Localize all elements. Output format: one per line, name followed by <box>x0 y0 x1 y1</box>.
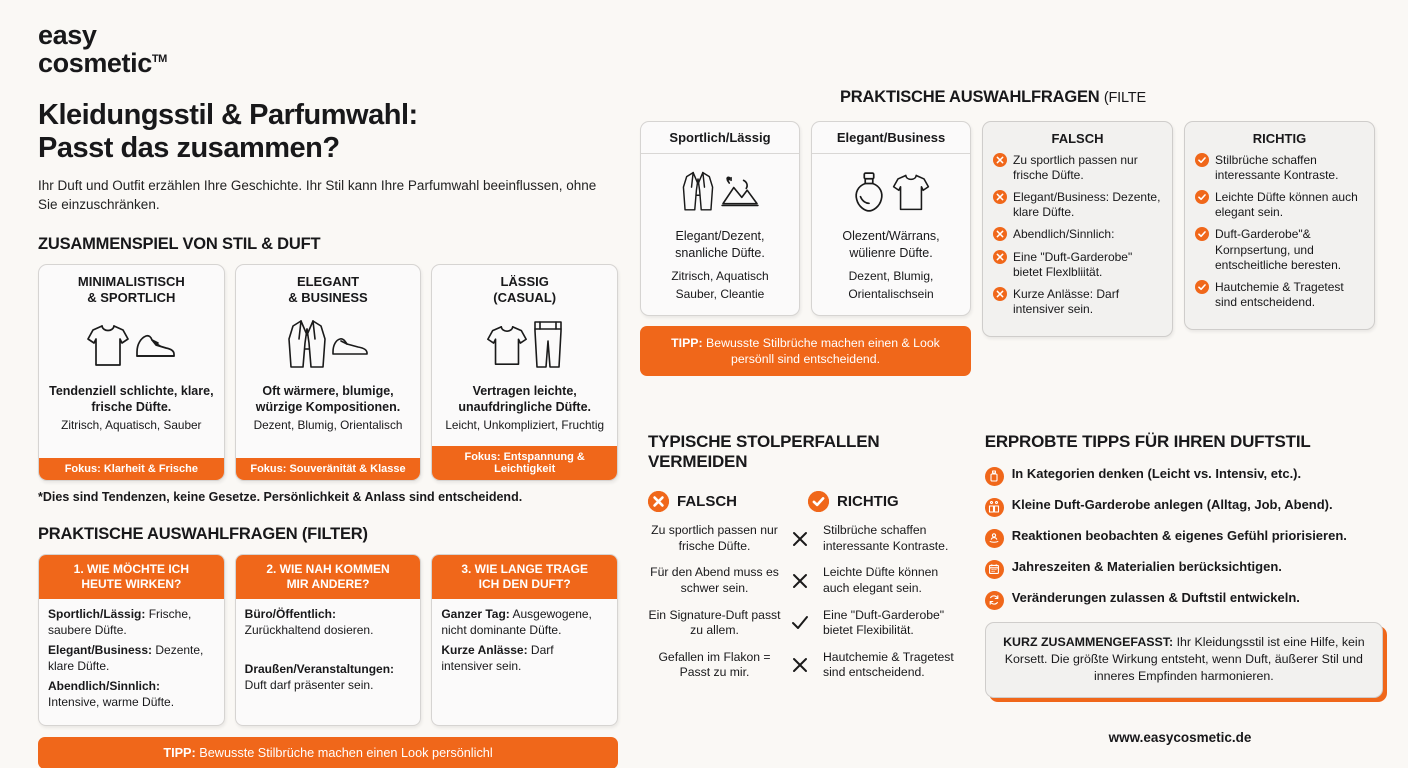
filter-item: Draußen/Veranstaltungen: Duft darf präsenter sein. <box>244 662 395 692</box>
richtig-list-head: RICHTIG <box>1252 131 1307 146</box>
summary-text: Ihr Kleidungsstil ist eine Hilfe, kein Korsett. Die größte Wirkung entsteht, wenn Duft, äußerer Stil und inneres Empfinden harmonieren. <box>1004 634 1365 684</box>
list-item: Elegant/Business: Dezente, klare Düfte. <box>993 190 1162 220</box>
filter-card-head: 3. WIE LANGE TRAGE ICH DEN DUFT? <box>432 555 617 599</box>
tip-list-item: Reaktionen beobachten & eigenes Gefühl priorisieren. <box>985 528 1383 548</box>
mini-card-head: Elegant/Business <box>812 122 970 154</box>
style-card <box>235 264 422 481</box>
falsch-list-card <box>982 121 1173 337</box>
cross-circle-icon <box>648 491 669 512</box>
style-card-icons <box>243 312 414 378</box>
filters-section-title: PRAKTISCHE AUSWAHLFRAGEN (FILTER) <box>38 524 368 543</box>
style-card-sub: Leicht, Unkompliziert, Fruchtig <box>445 418 605 433</box>
list-item: Leichte Düfte können auch elegant sein. <box>1195 190 1364 220</box>
styles-footnote: *Dies sind Tendenzen, keine Gesetze. Persönlichkeit & Anlass sind entscheidend. <box>38 489 523 504</box>
stolperfallen-block <box>648 432 957 698</box>
mini-card-strong: Elegant/Dezent, snanliche Düfte. <box>675 229 765 260</box>
filter-item: Elegant/Business: Dezente, klare Düfte. <box>48 643 204 673</box>
tipps-title: ERPROBTE TIPPS FÜR IHREN DUFTSTIL <box>984 432 1311 451</box>
summary-box <box>985 622 1383 698</box>
comparison-richtig: Eine "Duft-Garderobe" bietet Flexibilität. <box>823 607 945 638</box>
cross-circle-icon <box>993 227 1007 242</box>
style-card-title: ELEGANT & BUSINESS <box>288 274 368 306</box>
cross-circle-icon <box>993 287 1007 317</box>
comparison-row <box>648 565 957 596</box>
list-item: Eine "Duft-Garderobe" bietet Flexlbliität. <box>993 250 1162 280</box>
stolperfallen-title: TYPISCHE STOLPERFALLEN VERMEIDEN <box>648 432 880 471</box>
style-card <box>431 264 618 481</box>
jeans-icon <box>531 319 565 371</box>
refresh-icon <box>985 591 1004 610</box>
check-icon <box>781 613 819 633</box>
list-item: Duft-Garderobe"& Kornpsertung, und entscheitliche beresten. <box>1195 227 1364 272</box>
summary-label: KURZ ZUSAMMENGEFASST: <box>1003 634 1174 649</box>
filter-item: Abendlich/Sinnlich: Intensive, warme Düfte. <box>48 679 175 709</box>
perfume-bottle-icon <box>852 170 886 214</box>
blazer-icon <box>286 317 328 373</box>
hand-person-icon <box>985 529 1004 548</box>
falsch-list-head: FALSCH <box>1051 131 1104 146</box>
trademark-symbol: TM <box>151 52 167 65</box>
stolperfallen-header-row <box>648 491 957 512</box>
mini-cards-group <box>640 121 971 376</box>
filter-card <box>431 554 618 726</box>
style-card <box>38 264 225 481</box>
brand-line-1: easy <box>38 20 97 50</box>
page-lede: Ihr Duft und Outfit erzählen Ihre Geschichte. Ihr Stil kann Ihre Parfumwahl beeinflussen, ohne Sie einzuschränken. <box>38 177 597 212</box>
page-title <box>38 99 618 166</box>
filter-cards-row <box>38 554 618 726</box>
tip-list-item: In Kategorien denken (Leicht vs. Intensiv, etc.). <box>985 466 1383 486</box>
filter-card-head: 2. WIE NAH KOMMEN MIR ANDERE? <box>236 555 421 599</box>
filter-card-head: 1. WIE MÖCHTE ICH HEUTE WIRKEN? <box>39 555 224 599</box>
list-item: Zu sportlich passen nur frische Düfte. <box>993 153 1162 183</box>
check-circle-icon <box>1195 153 1209 183</box>
brand-logo <box>38 22 618 77</box>
style-card-icons <box>439 312 610 378</box>
richtig-header <box>808 491 899 512</box>
comparison-row <box>648 608 957 639</box>
filter-item: Sportlich/Lässig: Frische, saubere Düfte. <box>48 606 192 637</box>
richtig-list-card <box>1184 121 1375 330</box>
style-card-sub: Dezent, Blumig, Orientalisch <box>253 418 403 433</box>
list-item: Hautchemie & Tragetest sind entscheidend. <box>1195 280 1364 310</box>
calendar-icon <box>985 560 1004 579</box>
check-circle-icon <box>1195 280 1209 310</box>
mini-card-strong: Olezent/Wärrans, wülienre Düfte. <box>842 229 940 260</box>
mini-card-icons <box>818 162 964 222</box>
page-title-line-1: Kleidungsstil & Parfumwahl: <box>38 99 418 132</box>
style-card-focus: Fokus: Souveränität & Klasse <box>236 458 421 480</box>
cross-circle-icon <box>993 190 1007 220</box>
filter-item: Kurze Anlässe: Darf intensiver sein. <box>441 643 554 673</box>
mountain-icon <box>720 175 760 209</box>
blazer-icon <box>681 169 715 215</box>
filter-item-spacer <box>245 643 412 657</box>
tip-label: TIPP: <box>671 336 703 350</box>
filter-card <box>235 554 422 726</box>
style-card-strong: Tendenziell schlichte, klare, frische Düfte. <box>49 383 214 414</box>
style-card-title: LÄSSIG (CASUAL) <box>493 274 557 306</box>
mini-card-icons <box>647 162 793 222</box>
style-card-title: MINIMALISTISCH & SPORTLICH <box>77 274 185 306</box>
style-card-sub: Zitrisch, Aquatisch, Sauber <box>61 418 202 433</box>
lower-right-area <box>648 432 1383 698</box>
footer-url[interactable]: www.easycosmetic.de <box>1108 730 1252 745</box>
mini-card <box>811 121 971 316</box>
cross-circle-icon <box>993 153 1007 183</box>
style-cards-row <box>38 264 618 481</box>
page-title-line-2: Passt das zusammen? <box>38 132 340 165</box>
comparison-richtig: Hautchemie & Tragetest sind entscheidend. <box>823 649 954 680</box>
tip-text: Bewusste Stilbrüche machen einen Look persönlichl <box>195 745 493 760</box>
comparison-falsch: Zu sportlich passen nur frische Düfte. <box>651 523 778 553</box>
filter-item: Büro/Öffentlich: Zurückhaltend dosieren. <box>244 606 374 637</box>
style-card-strong: Vertragen leichte, unaufdringliche Düfte. <box>458 383 591 414</box>
comparison-row <box>648 523 957 554</box>
comparison-richtig: Stilbrüche schaffen interessante Kontraste. <box>823 523 949 553</box>
styles-section-title: ZUSAMMENSPIEL VON STIL & DUFT <box>38 235 321 254</box>
style-card-focus: Fokus: Klarheit & Frische <box>39 458 224 480</box>
filter-card-body <box>39 599 224 725</box>
mini-card-head: Sportlich/Lässig <box>641 122 799 154</box>
list-item: Abendlich/Sinnlich: <box>993 227 1162 242</box>
x-icon <box>781 571 819 591</box>
sneaker-icon <box>133 330 177 360</box>
tip-label: TIPP: <box>163 745 196 760</box>
right-cards-row <box>640 121 1375 376</box>
falsch-header <box>648 491 808 512</box>
check-circle-icon <box>1195 227 1209 272</box>
check-circle-icon <box>1195 190 1209 220</box>
left-column <box>38 22 618 768</box>
tshirt-icon <box>85 321 131 369</box>
tip-text: Bewusste Stilbrüche machen einen & Look persönll sind entscheidend. <box>702 336 940 367</box>
comparison-richtig: Leichte Düfte können auch elegant sein. <box>823 565 939 595</box>
comparison-falsch: Für den Abend muss es schwer sein. <box>650 565 779 595</box>
tshirt-icon <box>485 322 529 368</box>
filters-tip-banner <box>38 737 618 768</box>
tip-list-item: Jahreszeiten & Materialien berücksichtigen. <box>985 559 1383 579</box>
tshirt-icon <box>891 171 931 213</box>
style-card-focus: Fokus: Entspannung & Leichtigkeit <box>432 446 617 480</box>
check-circle-icon <box>808 491 829 512</box>
mini-card-sub: Dezent, Blumig, Orientalischsein <box>848 269 934 301</box>
tip-list-item: Kleine Duft-Garderobe anlegen (Alltag, Job, Abend). <box>985 497 1383 517</box>
comparison-row <box>648 650 957 681</box>
dress-shoe-icon <box>330 332 370 358</box>
perfume-bottle-icon <box>985 467 1004 486</box>
tipps-block <box>985 432 1383 698</box>
list-item: Stilbrüche schaffen interessante Kontraste. <box>1195 153 1364 183</box>
filter-card-body <box>236 599 421 725</box>
tip-list-item: Veränderungen zulassen & Duftstil entwickeln. <box>985 590 1383 610</box>
filter-card-body <box>432 599 617 725</box>
style-card-strong: Oft wärmere, blumige, würzige Kompositionen. <box>255 383 401 414</box>
mini-card <box>640 121 800 316</box>
comparison-falsch: Ein Signature-Duft passt zu allem. <box>648 607 781 638</box>
right-column <box>640 88 1375 376</box>
wardrobe-icon <box>985 498 1004 517</box>
cross-circle-icon <box>993 250 1007 280</box>
filter-card <box>38 554 225 726</box>
filter-item: Ganzer Tag: Ausgewogene, nicht dominante Düfte. <box>441 606 592 637</box>
right-panel-title: PRAKTISCHE AUSWAHLFRAGEN (FILTE <box>840 88 1146 106</box>
style-card-icons <box>46 312 217 378</box>
right-panel-tip-banner <box>640 326 971 376</box>
brand-line-2: cosmetic™ <box>38 47 167 78</box>
richtig-label: RICHTIG <box>837 493 899 511</box>
x-icon <box>781 655 819 675</box>
comparison-falsch: Gefallen im Flakon = Passt zu mir. <box>658 649 771 680</box>
list-item: Kurze Anlässe: Darf intensiver sein. <box>993 287 1162 317</box>
x-icon <box>781 529 819 549</box>
tipps-list <box>985 466 1383 610</box>
mini-card-sub: Zitrisch, Aquatisch Sauber, Cleantie <box>671 269 769 301</box>
falsch-label: FALSCH <box>677 493 737 511</box>
